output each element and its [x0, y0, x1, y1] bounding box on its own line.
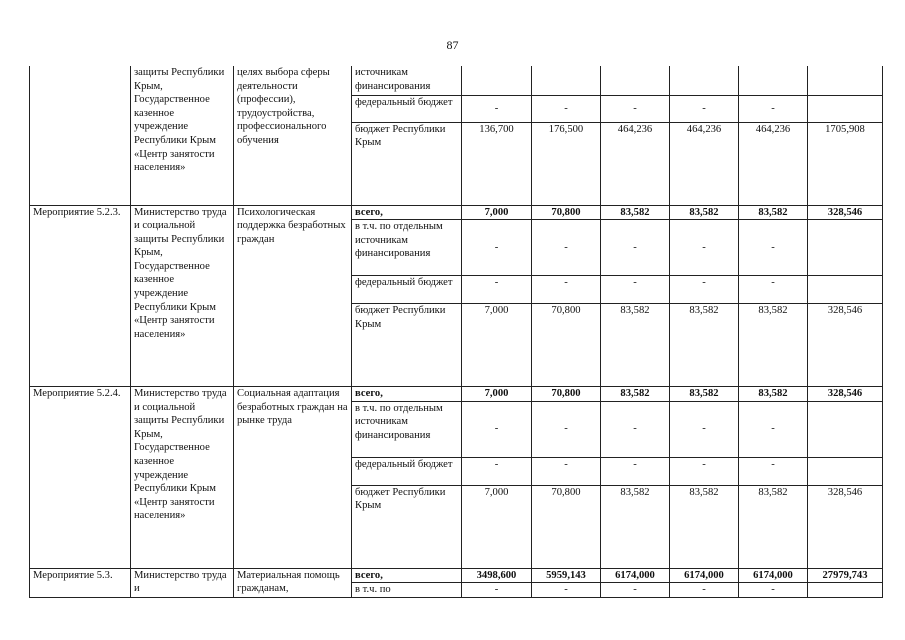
- value-cell: -: [601, 457, 670, 485]
- value-cell: 83,582: [670, 387, 739, 402]
- table-row: [30, 387, 883, 402]
- value-cell: 464,236: [739, 122, 808, 205]
- value-cell: -: [739, 583, 808, 598]
- event-name-cell: Материальная помощь гражданам,: [234, 568, 352, 597]
- executor-cell: защиты Республики Крым, Государственное казенное учреждение Республики Крым «Центр занятости населения»: [131, 66, 234, 205]
- value-cell: 5959,143: [532, 568, 601, 583]
- value-cell: -: [532, 276, 601, 304]
- value-cell: -: [532, 457, 601, 485]
- value-cell: -: [462, 276, 532, 304]
- value-cell: [808, 66, 883, 95]
- value-cell: 136,700: [462, 122, 532, 205]
- table-row: [30, 568, 883, 583]
- event-id-cell: Мероприятие 5.3.: [30, 568, 131, 597]
- value-cell: 328,546: [808, 387, 883, 402]
- value-cell: 7,000: [462, 304, 532, 387]
- value-cell: -: [532, 220, 601, 276]
- value-cell: -: [532, 95, 601, 122]
- table-row: [30, 66, 883, 95]
- value-cell: 83,582: [670, 205, 739, 220]
- source-label: в т.ч. по: [352, 583, 462, 598]
- source-label: в т.ч. по отдельным источникам финансирования: [352, 220, 462, 276]
- value-cell: -: [462, 401, 532, 457]
- table-row: [30, 205, 883, 220]
- value-cell: 7,000: [462, 387, 532, 402]
- event-name-cell: Психологическая поддержка безработных граждан: [234, 205, 352, 387]
- value-cell: 83,582: [739, 205, 808, 220]
- value-cell: [808, 401, 883, 457]
- value-cell: -: [739, 457, 808, 485]
- value-cell: 328,546: [808, 485, 883, 568]
- value-cell: -: [670, 95, 739, 122]
- value-cell: 70,800: [532, 485, 601, 568]
- value-cell: -: [462, 220, 532, 276]
- value-cell: 7,000: [462, 205, 532, 220]
- value-cell: 83,582: [739, 304, 808, 387]
- value-cell: 27979,743: [808, 568, 883, 583]
- value-cell: -: [670, 220, 739, 276]
- value-cell: -: [739, 220, 808, 276]
- value-cell: 83,582: [739, 387, 808, 402]
- source-label: источникам финансирования: [352, 66, 462, 95]
- source-label: всего,: [352, 205, 462, 220]
- value-cell: 1705,908: [808, 122, 883, 205]
- funding-table: [29, 66, 883, 598]
- value-cell: [808, 276, 883, 304]
- source-label: бюджет Республики Крым: [352, 304, 462, 387]
- value-cell: -: [601, 276, 670, 304]
- value-cell: -: [670, 583, 739, 598]
- value-cell: -: [462, 95, 532, 122]
- source-label: всего,: [352, 387, 462, 402]
- value-cell: 328,546: [808, 205, 883, 220]
- source-label: в т.ч. по отдельным источникам финансирования: [352, 401, 462, 457]
- value-cell: 83,582: [670, 485, 739, 568]
- value-cell: -: [601, 95, 670, 122]
- value-cell: [739, 66, 808, 95]
- value-cell: 83,582: [739, 485, 808, 568]
- page-number: 87: [446, 38, 459, 52]
- value-cell: -: [739, 95, 808, 122]
- value-cell: 83,582: [601, 304, 670, 387]
- value-cell: [808, 583, 883, 598]
- value-cell: [808, 220, 883, 276]
- value-cell: 6174,000: [601, 568, 670, 583]
- value-cell: 70,800: [532, 304, 601, 387]
- value-cell: 83,582: [601, 205, 670, 220]
- value-cell: [532, 66, 601, 95]
- value-cell: -: [670, 401, 739, 457]
- value-cell: -: [462, 583, 532, 598]
- value-cell: 83,582: [670, 304, 739, 387]
- value-cell: 6174,000: [739, 568, 808, 583]
- executor-cell: Министерство труда и: [131, 568, 234, 597]
- event-name-cell: целях выбора сферы деятельности (профессии), трудоустройства, профессионального обучения: [234, 66, 352, 205]
- value-cell: 7,000: [462, 485, 532, 568]
- value-cell: [808, 457, 883, 485]
- value-cell: 3498,600: [462, 568, 532, 583]
- value-cell: -: [532, 583, 601, 598]
- value-cell: 70,800: [532, 387, 601, 402]
- source-label: федеральный бюджет: [352, 457, 462, 485]
- value-cell: -: [462, 457, 532, 485]
- event-id-cell: Мероприятие 5.2.3.: [30, 205, 131, 387]
- event-id-cell: Мероприятие 5.2.4.: [30, 387, 131, 569]
- source-label: федеральный бюджет: [352, 276, 462, 304]
- value-cell: -: [739, 401, 808, 457]
- source-label: бюджет Республики Крым: [352, 122, 462, 205]
- value-cell: -: [601, 401, 670, 457]
- executor-cell: Министерство труда и социальной защиты Республики Крым, Государственное казенное учреждение Республики Крым «Центр занятости населения»: [131, 387, 234, 569]
- value-cell: 176,500: [532, 122, 601, 205]
- value-cell: 6174,000: [670, 568, 739, 583]
- value-cell: [808, 95, 883, 122]
- value-cell: 70,800: [532, 205, 601, 220]
- value-cell: [462, 66, 532, 95]
- value-cell: 464,236: [601, 122, 670, 205]
- value-cell: 464,236: [670, 122, 739, 205]
- source-label: федеральный бюджет: [352, 95, 462, 122]
- source-label: бюджет Республики Крым: [352, 485, 462, 568]
- value-cell: -: [670, 276, 739, 304]
- value-cell: -: [670, 457, 739, 485]
- value-cell: -: [601, 583, 670, 598]
- value-cell: 83,582: [601, 485, 670, 568]
- value-cell: [601, 66, 670, 95]
- value-cell: -: [739, 276, 808, 304]
- event-name-cell: Социальная адаптация безработных граждан на рынке труда: [234, 387, 352, 569]
- value-cell: -: [601, 220, 670, 276]
- value-cell: -: [532, 401, 601, 457]
- value-cell: [670, 66, 739, 95]
- event-id-cell: [30, 66, 131, 205]
- value-cell: 83,582: [601, 387, 670, 402]
- value-cell: 328,546: [808, 304, 883, 387]
- source-label: всего,: [352, 568, 462, 583]
- executor-cell: Министерство труда и социальной защиты Республики Крым, Государственное казенное учреждение Республики Крым «Центр занятости населения»: [131, 205, 234, 387]
